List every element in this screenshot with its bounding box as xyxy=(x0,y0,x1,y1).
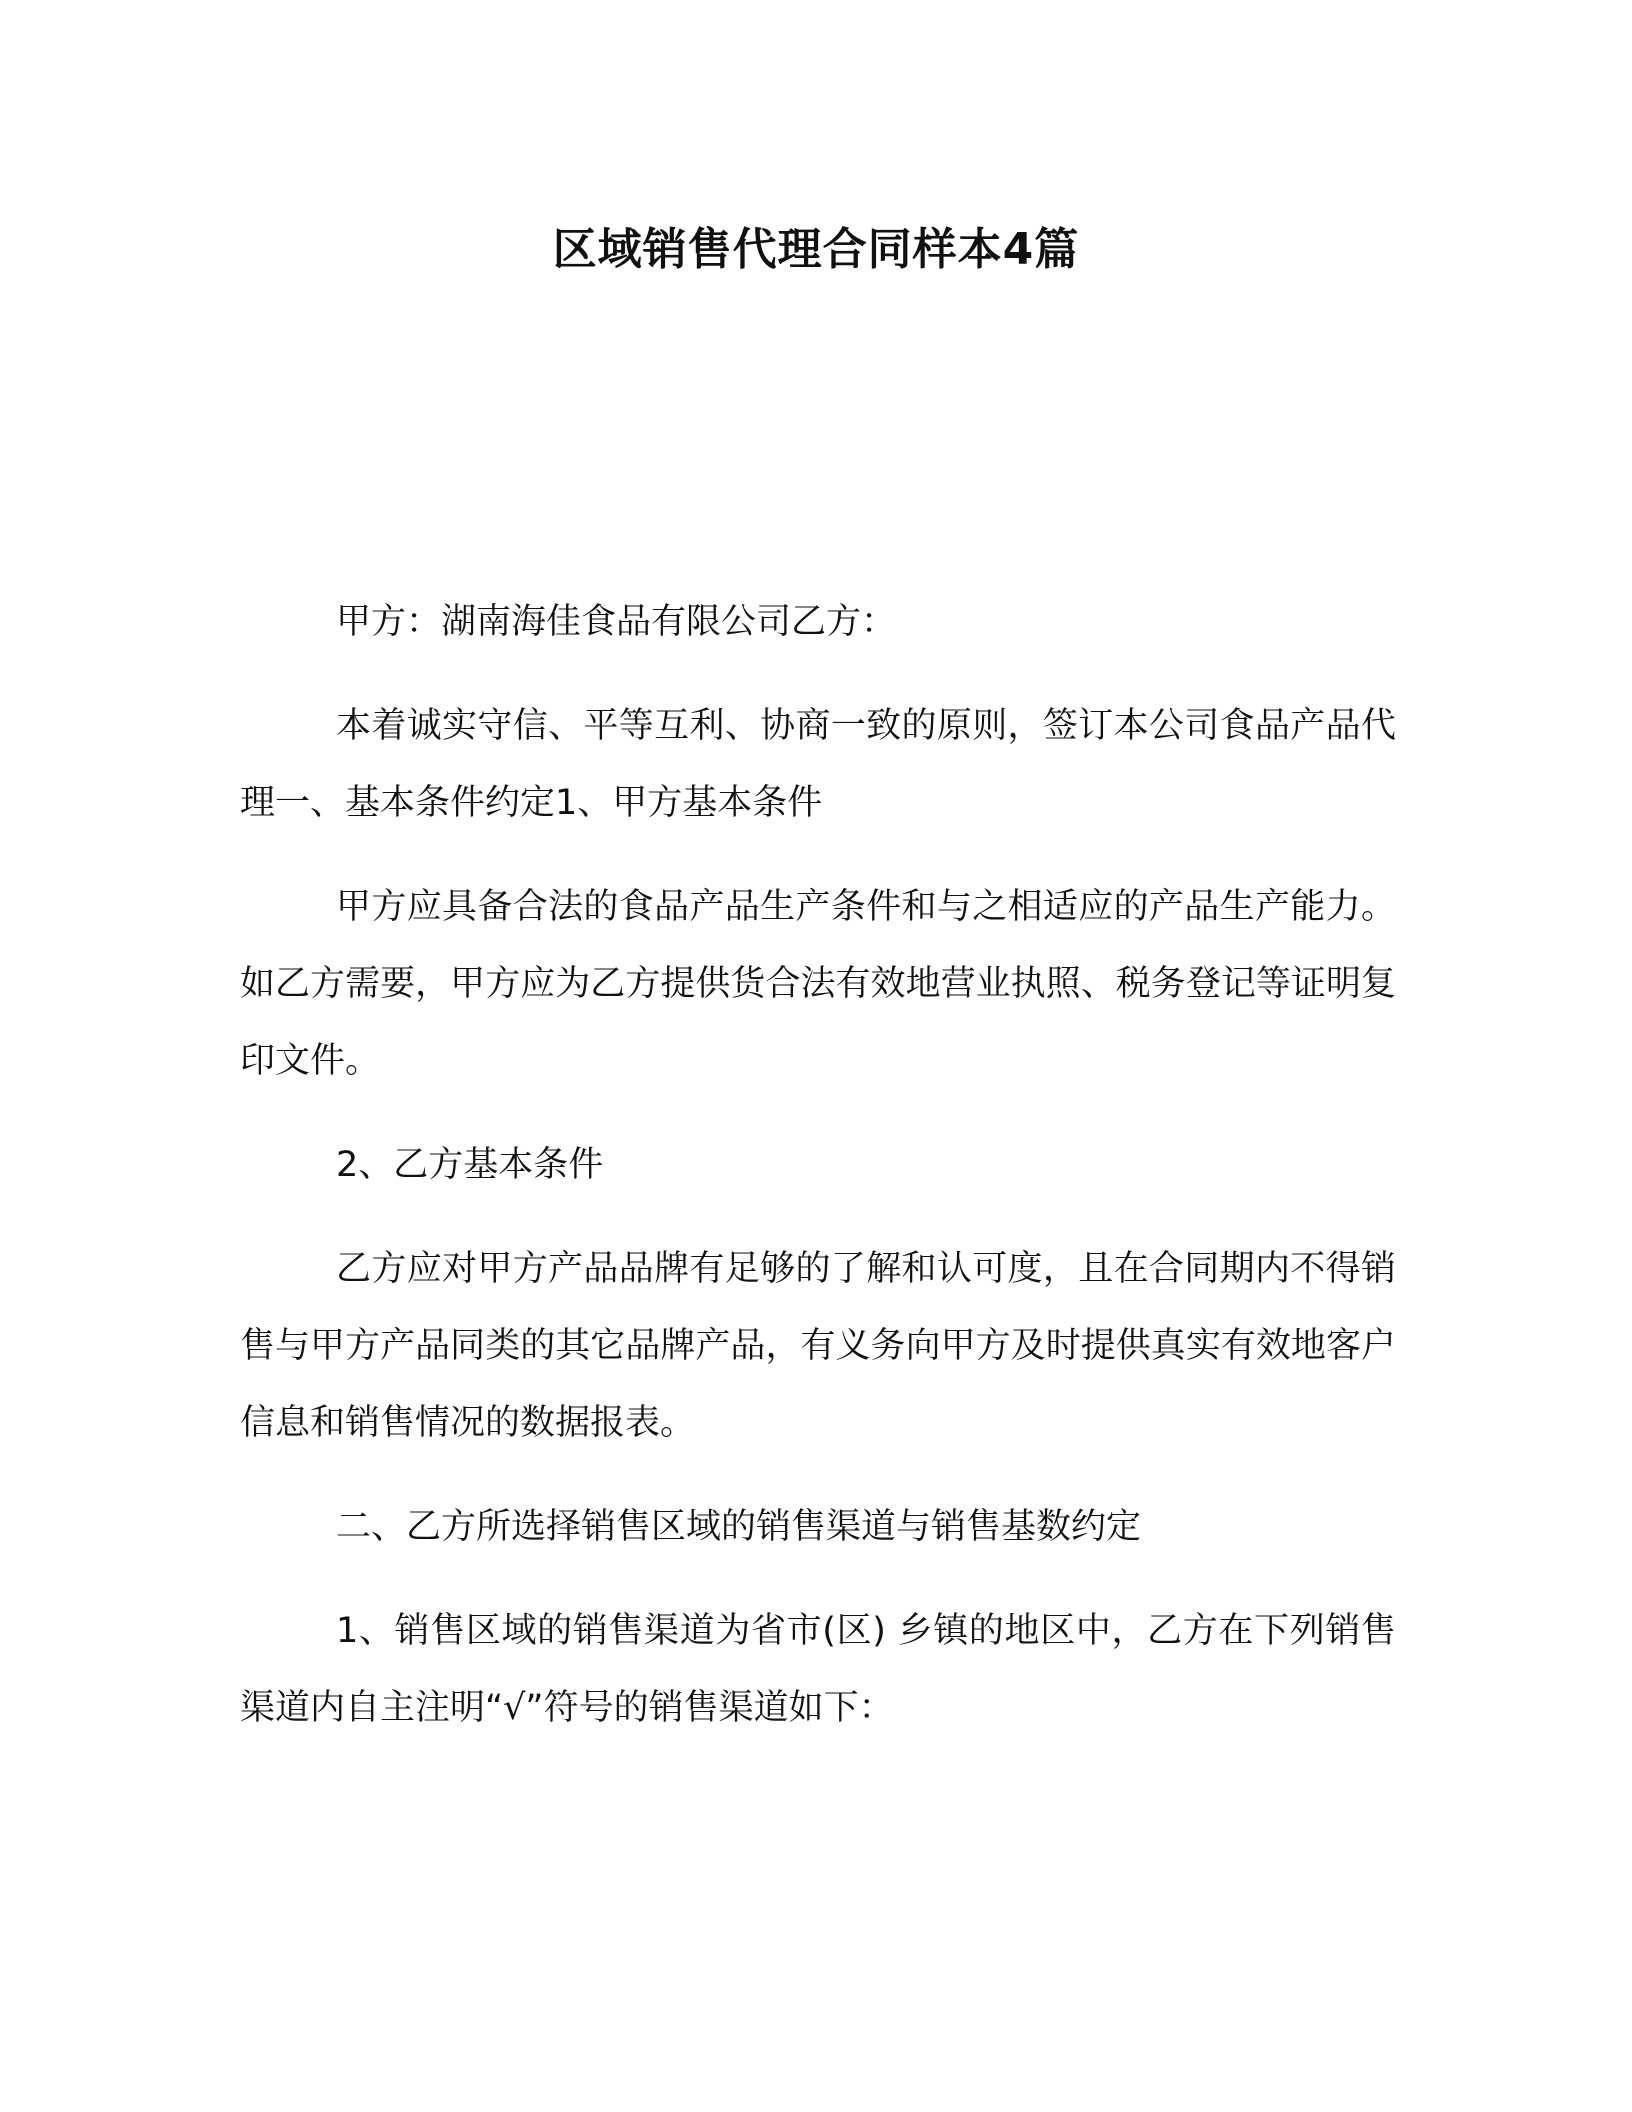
document-title: 区域销售代理合同样本4篇 xyxy=(552,224,1080,275)
paragraph-party-a-conditions: 甲方应具备合法的食品产品生产条件和与之相适应的产品生产能力。如乙方需要，甲方应为乙方提供货合法有效地营业执照、税务登记等证明复印文件。 xyxy=(240,887,1396,1081)
paragraph-party-b-heading: 2、乙方基本条件 xyxy=(336,1145,604,1185)
paragraph-sales-channels: 1、销售区域的销售渠道为省市(区) 乡镇的地区中，乙方在下列销售渠道内自主注明“√”符号的销售渠道如下： xyxy=(240,1611,1396,1728)
paragraph-section-two-heading: 二、乙方所选择销售区域的销售渠道与销售基数约定 xyxy=(336,1507,1142,1547)
paragraph-parties: 甲方：湖南海佳食品有限公司乙方： xyxy=(336,602,897,642)
document-body xyxy=(240,584,1396,1774)
paragraph-principle: 本着诚实守信、平等互利、协商一致的原则，签订本公司食品产品代理一、基本条件约定1、甲方基本条件 xyxy=(240,706,1396,823)
paragraph-party-b-conditions: 乙方应对甲方产品品牌有足够的了解和认可度，且在合同期内不得销售与甲方产品同类的其它品牌产品，有义务向甲方及时提供真实有效地客户信息和销售情况的数据报表。 xyxy=(240,1249,1396,1443)
